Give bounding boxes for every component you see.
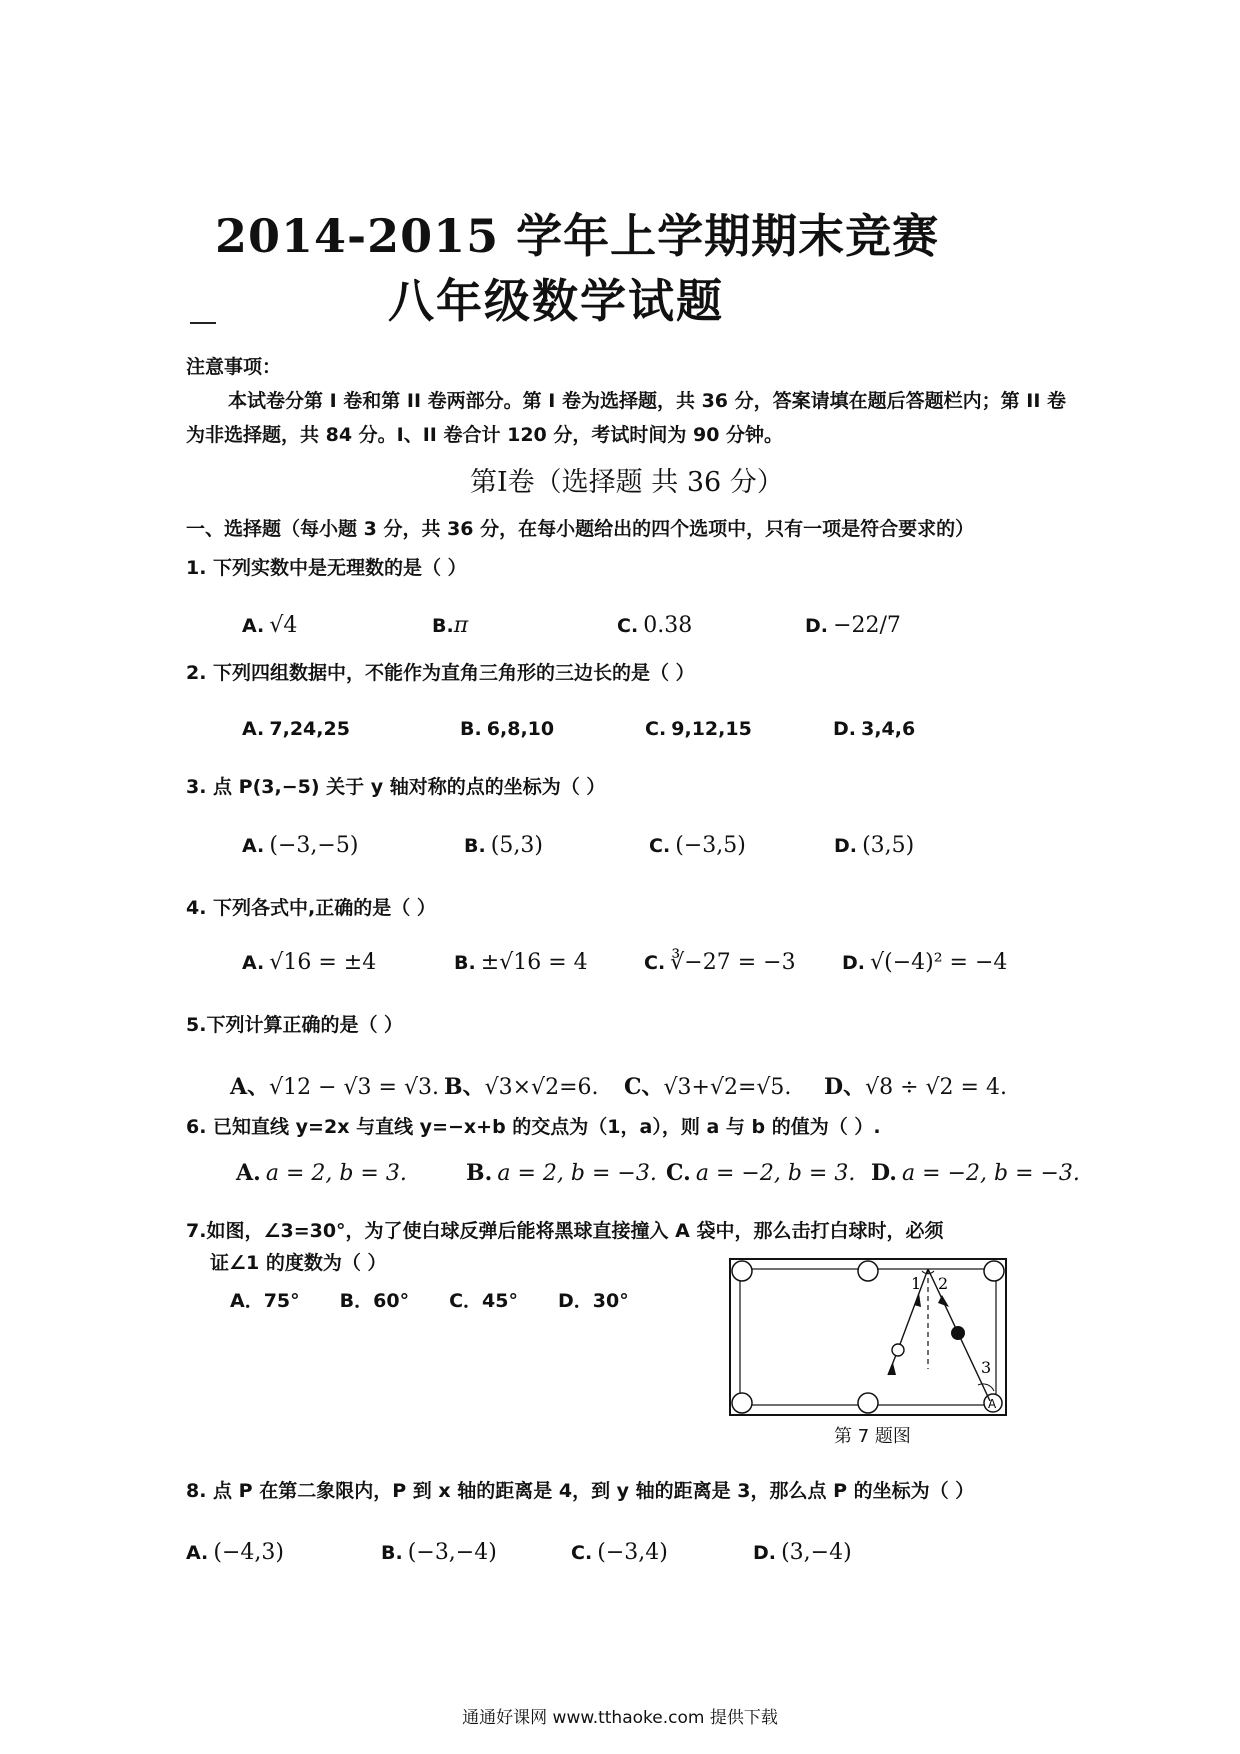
option-label: D. [834,835,857,857]
option-label: C. [571,1542,593,1564]
figure-caption: 第 7 题图 [834,1426,911,1447]
question-6-options [186,1160,1080,1186]
exam-subtitle: 八年级数学试题 [388,274,724,328]
question-5-options [186,1070,1066,1101]
notice-heading: 注意事项： [186,356,282,378]
option-label: C. [645,718,667,740]
question-7-options [230,1286,629,1313]
question-2-stem: 2. 下列四组数据中，不能作为直角三角形的三边长的是（ ） [186,662,695,684]
arrow-outgoing [938,1295,949,1307]
option-value: a = −2, b = 3. [695,1161,856,1186]
option-value: (−3,5) [675,833,746,858]
option-label: A、 [230,1074,270,1100]
option-label: B. [464,835,486,857]
option-a: A．75° [230,1290,300,1312]
option-label: A. [242,718,265,740]
option-label: C. [649,835,671,857]
question-6-stem: 6. 已知直线 y=2x 与直线 y=−x+b 的交点为（1，a），则 a 与 b 的值为（ ）. [186,1116,881,1138]
option-value: −22/7 [833,612,901,638]
option-label: D、 [824,1074,866,1100]
option-label: B. [381,1542,403,1564]
option-label: D. [833,718,856,740]
arrow-incoming [914,1293,921,1307]
option-d: D．30° [557,1290,629,1312]
option-value: √12 − √3 = √3. [269,1075,439,1100]
option-label: B. [466,1160,493,1186]
option-label: A. [186,1542,209,1564]
option-label: A. [242,614,265,637]
option-value: (−3,4) [597,1540,668,1565]
question-5-stem: 5.下列计算正确的是（ ） [186,1014,404,1036]
option-value: √3+√2=√5. [663,1075,792,1100]
option-value: √(−4)² = −4 [870,950,1008,975]
option-value: a = −2, b = −3. [902,1161,1080,1186]
footer-credit: 通通好课网 www.tthaoke.com 提供下载 [462,1708,778,1728]
option-value: (3,−4) [781,1540,852,1565]
angle-3-label: 3 [981,1358,992,1377]
option-value: (5,3) [490,833,543,858]
option-value: a = 2, b = −3. [497,1161,657,1186]
option-label: B. [454,952,476,974]
exam-title: 2014-2015 学年上学期期末竞赛 [215,209,940,263]
option-value: √8 ÷ √2 = 4. [865,1075,1007,1100]
option-value: (−3,−5) [269,833,359,858]
option-label: B. [460,718,482,740]
option-value: a = 2, b = 3. [265,1161,407,1186]
option-value: 7,24,25 [269,718,350,740]
option-label: A. [242,835,265,857]
option-label: A. [242,952,265,974]
option-value: (−4,3) [213,1540,284,1565]
question-3-options [186,833,1066,858]
white-ball [892,1344,904,1356]
pocket [732,1393,752,1413]
black-ball [951,1326,965,1340]
question-4-stem: 4. 下列各式中,正确的是（ ） [186,897,436,919]
option-value: (3,5) [862,833,915,858]
section-title: 第Ⅰ卷（选择题 共 36 分） [470,467,784,498]
option-value: 9,12,15 [671,718,752,740]
question-8-stem: 8. 点 P 在第二象限内，P 到 x 轴的距离是 4，到 y 轴的距离是 3，那么点 P 的坐标为（ ） [186,1480,975,1502]
option-label: C. [666,1160,691,1186]
table-outer-border [730,1259,1006,1415]
option-value: ∛−27 = −3 [670,950,796,975]
question-4-options [186,950,1066,975]
option-b: B．60° [339,1290,410,1312]
billiard-table-diagram [728,1257,1008,1417]
pocket [858,1261,878,1281]
pocket [732,1261,752,1281]
option-value: √4 [269,612,298,638]
option-label: D. [753,1542,776,1564]
option-label: B、 [444,1074,485,1100]
option-label: A. [236,1160,261,1186]
option-label: C. [644,952,666,974]
pocket [858,1393,878,1413]
angle-1-label: 1 [911,1274,922,1293]
pocket [984,1261,1004,1281]
option-label: D. [842,952,865,974]
question-8-options [186,1540,1066,1565]
notice-body: 本试卷分第 I 卷和第 II 卷两部分。第 I 卷为选择题，共 36 分，答案请填在题后答题栏内；第 II 卷为非选择题，共 84 分。I、II 卷合计 120 分，考试时间为 90 分钟。 [186,390,1067,446]
part-heading: 一、选择题（每小题 3 分，共 36 分，在每小题给出的四个选项中，只有一项是符合要求的） [186,518,975,540]
option-value: √3×√2=6. [484,1075,599,1100]
option-label: D. [805,614,828,637]
question-7-stem-line1: 7.如图，∠3=30°，为了使白球反弹后能将黑球直接撞入 A 袋中，那么击打白球时，必须 [186,1220,944,1242]
option-value: 0.38 [643,612,693,638]
option-label: B. [432,614,454,637]
option-value: ±√16 = 4 [480,950,588,975]
angle-2-label: 2 [938,1274,949,1293]
option-value: 6,8,10 [486,718,555,740]
angle-3-arc [978,1384,994,1391]
option-value: 3,4,6 [861,718,916,740]
question-1-stem: 1. 下列实数中是无理数的是（ ） [186,557,467,579]
pocket-a-label: A [988,1397,997,1411]
billiard-table-figure [728,1257,1008,1417]
option-label: D. [871,1160,897,1186]
divider [190,322,216,324]
option-value: √16 = ±4 [269,950,377,975]
question-3-stem: 3. 点 P(3,−5) 关于 y 轴对称的点的坐标为（ ） [186,776,606,798]
question-2-options [186,718,1066,740]
option-label: C、 [624,1074,664,1100]
option-label: C. [617,614,639,637]
question-7-stem-line2: 证∠1 的度数为（ ） [210,1252,387,1274]
option-value: π [453,612,469,638]
question-1-options [186,602,1066,648]
option-c: C．45° [449,1290,518,1312]
option-value: (−3,−4) [407,1540,497,1565]
